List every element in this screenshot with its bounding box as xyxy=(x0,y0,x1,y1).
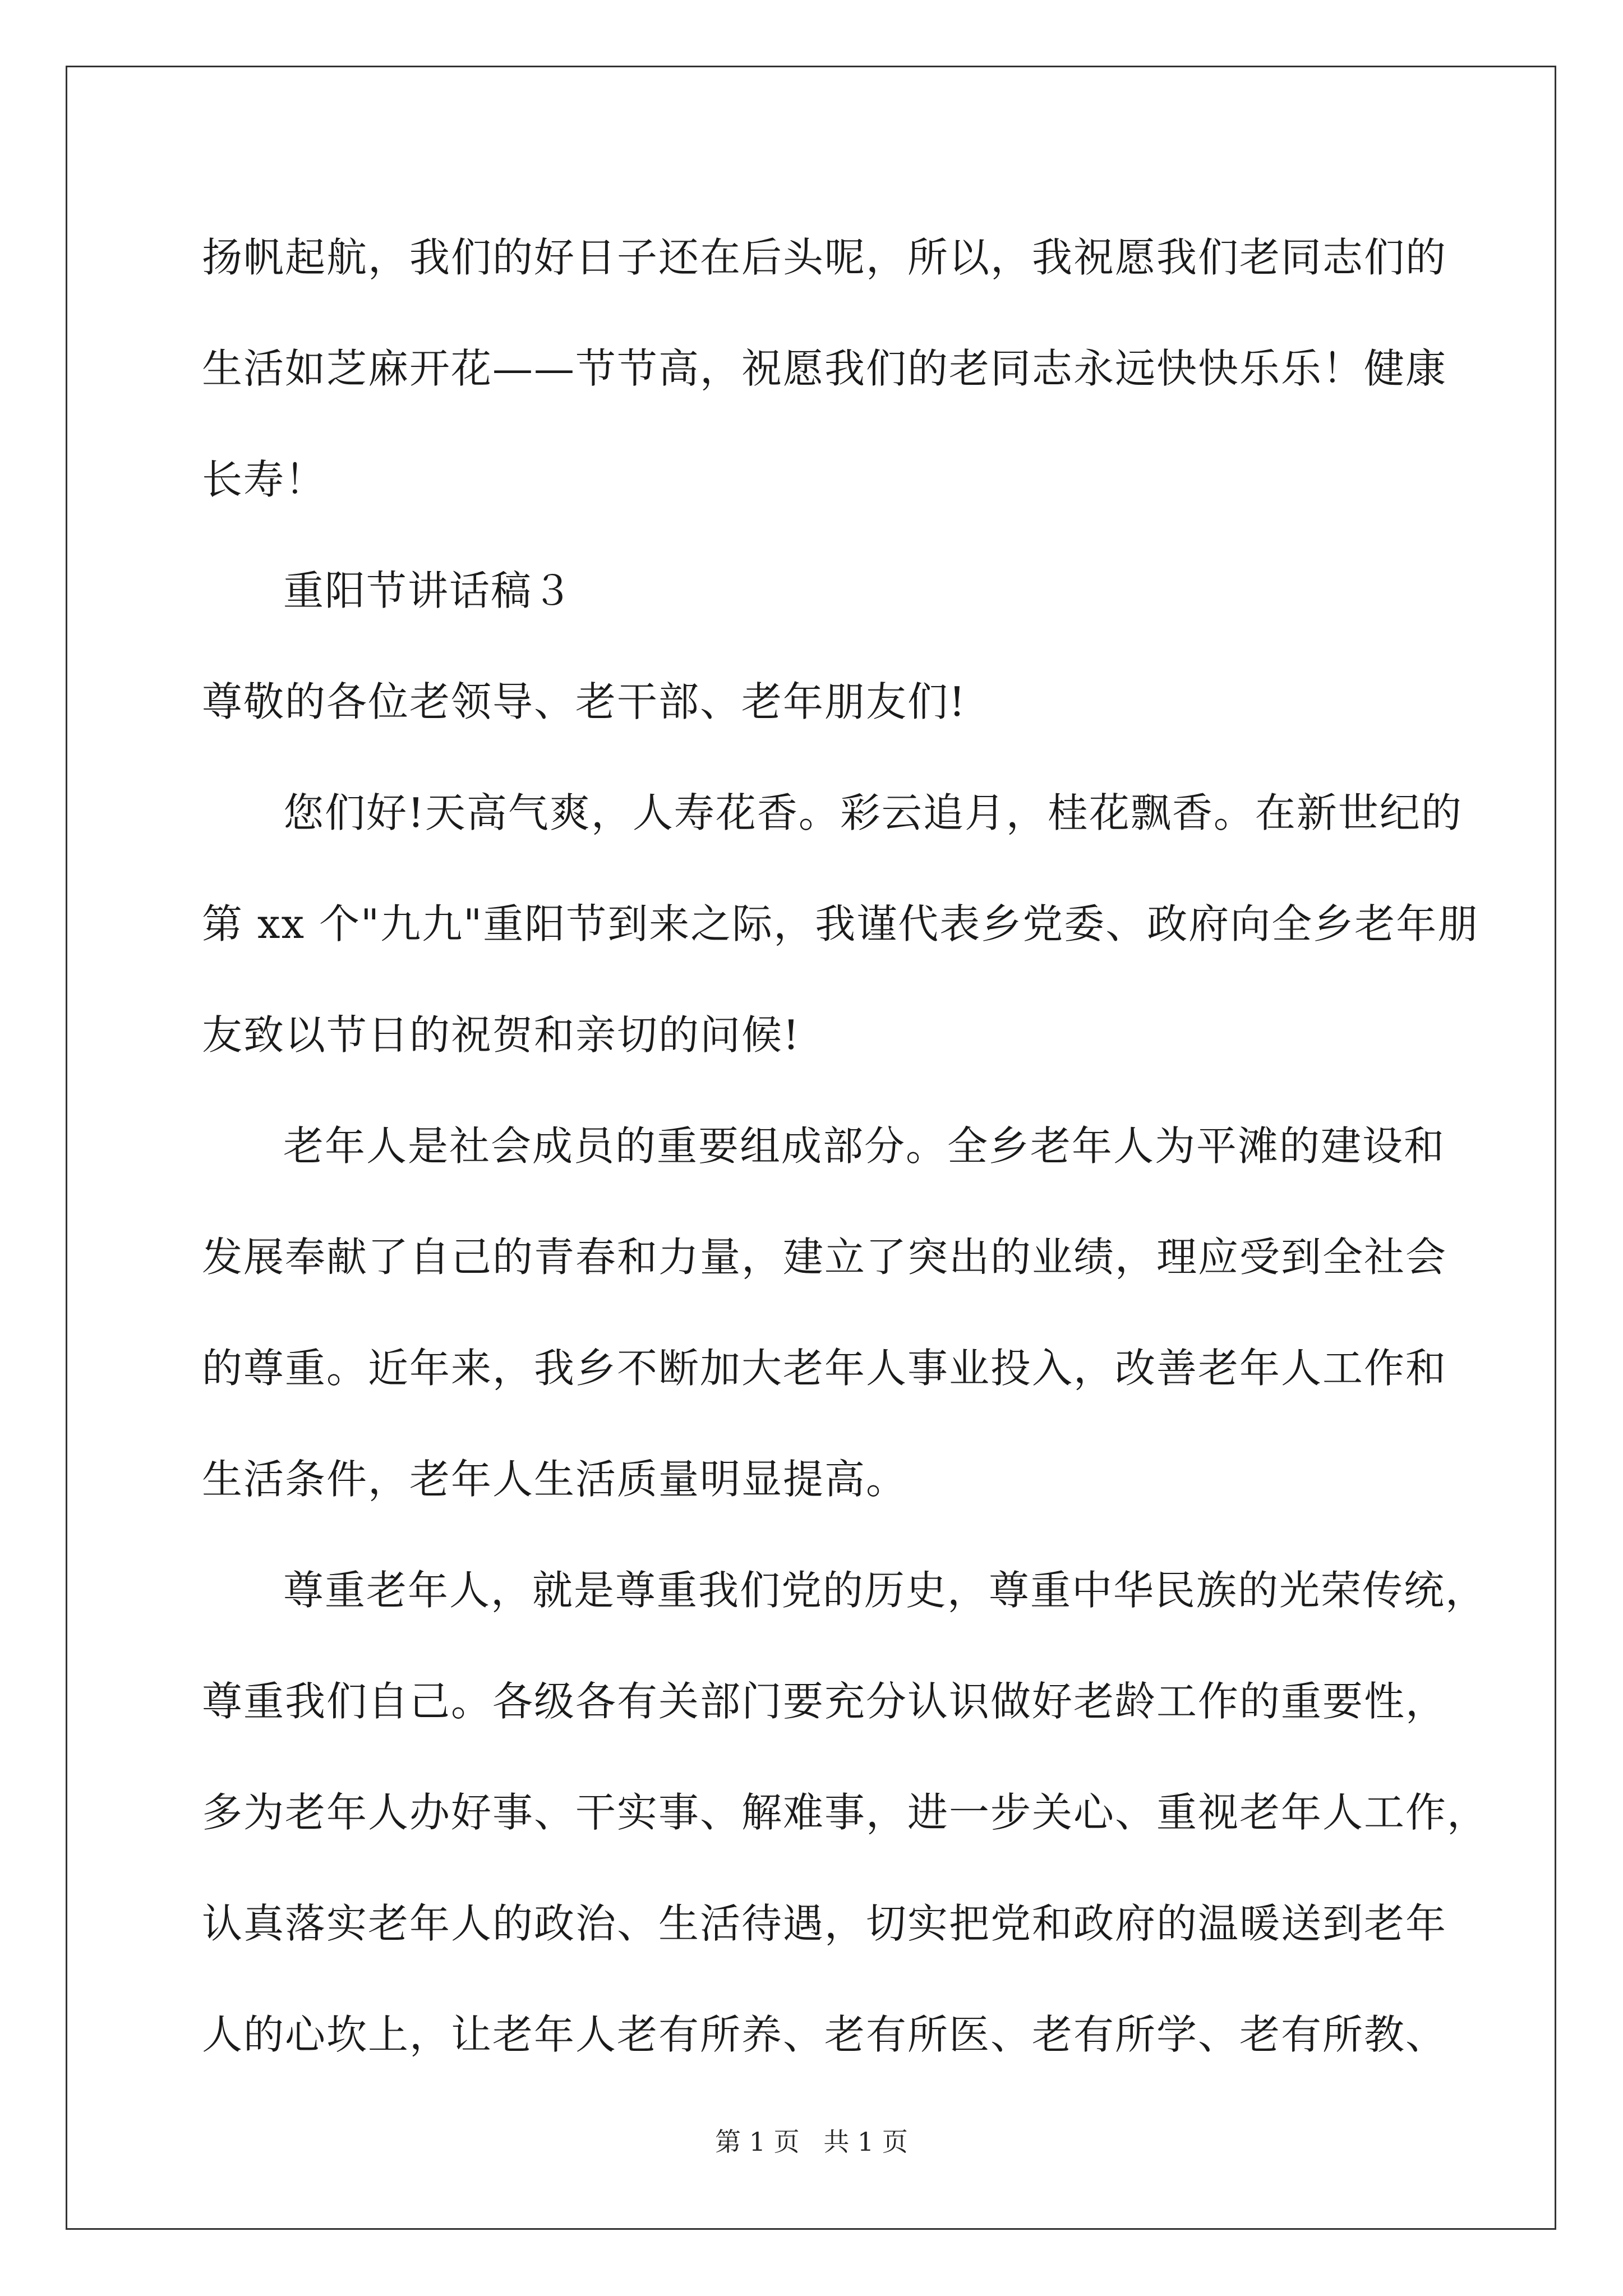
text-line-7: 第 xx 个"九九"重阳节到来之际，我谨代表乡党委、政府向全乡老年朋 xyxy=(202,900,1479,947)
salutation: 尊敬的各位老领导、老干部、老年朋友们! xyxy=(202,678,966,725)
page-number: 第 1 页 xyxy=(715,2127,800,2157)
text-line-10: 发展奉献了自己的青春和力量，建立了突出的业绩，理应受到全社会 xyxy=(202,1234,1447,1281)
page-total: 共 1 页 xyxy=(823,2127,908,2157)
text-line-12: 生活条件，老年人生活质量明显提高。 xyxy=(202,1456,908,1503)
text-line-17: 人的心坎上，让老年人老有所养、老有所医、老有所学、老有所教、 xyxy=(202,2011,1447,2058)
text-line-11: 的尊重。近年来，我乡不断加大老年人事业投入，改善老年人工作和 xyxy=(202,1345,1447,1392)
text-line-2: 生活如芝麻开花——节节高，祝愿我们的老同志永远快快乐乐！健康 xyxy=(202,345,1447,392)
text-line-15: 多为老年人办好事、干实事、解难事，进一步关心、重视老年人工作， xyxy=(202,1789,1489,1836)
text-line-13: 尊重老年人，就是尊重我们党的历史，尊重中华民族的光荣传统， xyxy=(283,1567,1487,1614)
text-line-9: 老年人是社会成员的重要组成部分。全乡老年人为平滩的建设和 xyxy=(283,1122,1446,1170)
text-line-6: 您们好!天高气爽，人寿花香。彩云追月，桂花飘香。在新世纪的 xyxy=(283,789,1463,836)
text-line-1: 扬帆起航，我们的好日子还在后头呢，所以，我祝愿我们老同志们的 xyxy=(202,234,1447,281)
text-line-3: 长寿！ xyxy=(202,456,327,503)
page-footer xyxy=(0,2125,1623,2159)
text-line-14: 尊重我们自己。各级各有关部门要充分认识做好老龄工作的重要性， xyxy=(202,1678,1447,1725)
text-line-8: 友致以节日的祝贺和亲切的问候! xyxy=(202,1011,800,1059)
document-body xyxy=(202,202,1489,2090)
text-line-16: 认真落实老年人的政治、生活待遇，切实把党和政府的温暖送到老年 xyxy=(202,1900,1447,1947)
section-heading: 重阳节讲话稿３ xyxy=(283,567,574,614)
